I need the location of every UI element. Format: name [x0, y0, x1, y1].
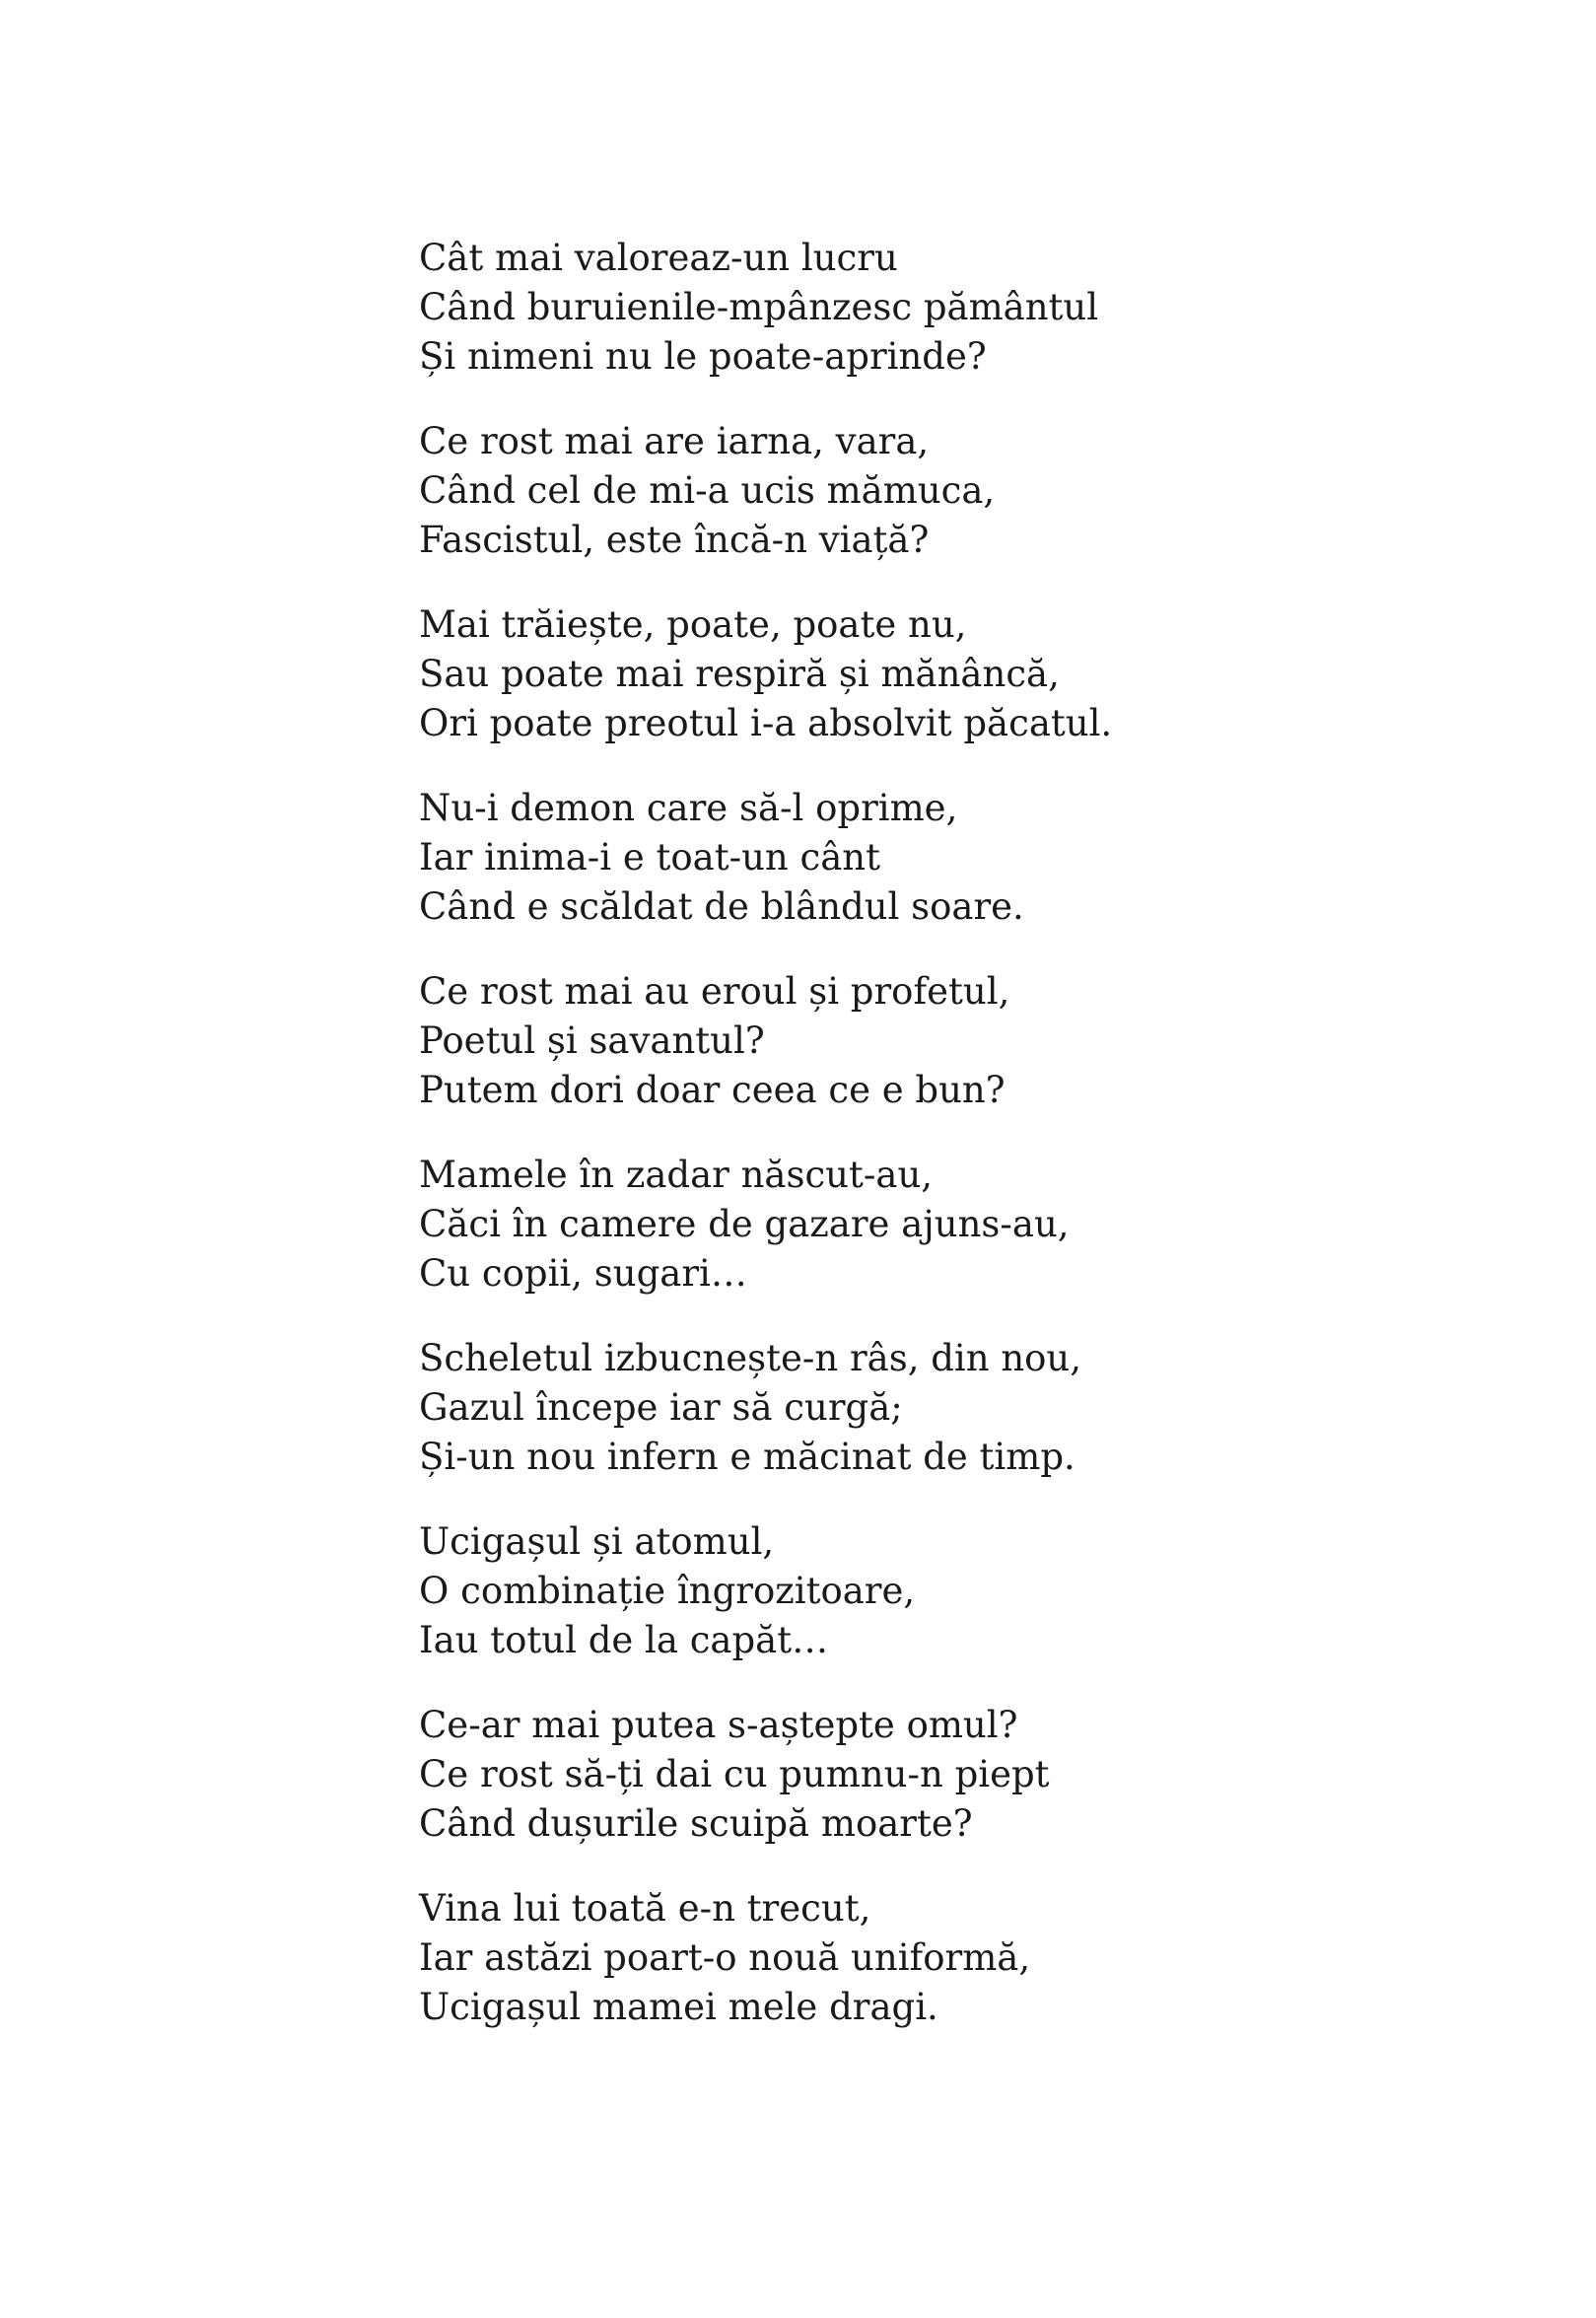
poem-line: Nu-i demon care să-l oprime, — [419, 787, 958, 829]
poem-line: Ucigașul și atomul, — [419, 1520, 775, 1563]
poem-line: Cu copii, sugari… — [419, 1252, 747, 1295]
stanza-9 — [419, 1701, 1503, 1849]
poem — [419, 234, 1503, 2068]
poem-line: Scheletul izbucnește-n râs, din nou, — [419, 1337, 1082, 1379]
poem-line: O combinație îngrozitoare, — [419, 1570, 916, 1612]
stanza-5 — [419, 967, 1503, 1115]
poem-line: Iar astăzi poart-o nouă uniformă, — [419, 1936, 1031, 1979]
poem-line: Ce rost mai au eroul și profetul, — [419, 970, 1010, 1013]
poem-line: Sau poate mai respiră și mănâncă, — [419, 653, 1060, 695]
stanza-2 — [419, 417, 1503, 565]
stanza-4 — [419, 784, 1503, 932]
stanza-10 — [419, 1884, 1503, 2032]
poem-line: Ce rost să-ți dai cu pumnu-n piept — [419, 1753, 1050, 1795]
poem-line: Vina lui toată e-n trecut, — [419, 1887, 871, 1930]
poem-line: Mai trăiește, poate, poate nu, — [419, 603, 967, 646]
poem-line: Ce-ar mai putea s-aștepte omul? — [419, 1704, 1018, 1746]
poem-line: Căci în camere de gazare ajuns-au, — [419, 1203, 1070, 1245]
stanza-7 — [419, 1334, 1503, 1482]
poem-line: Cât mai valoreaz-un lucru — [419, 237, 898, 279]
poem-line: Când e scăldat de blândul soare. — [419, 885, 1024, 928]
poem-line: Când buruienile-mpânzesc pământul — [419, 286, 1099, 328]
poem-line: Când dușurile scuipă moarte? — [419, 1802, 973, 1845]
poem-line: Ucigașul mamei mele dragi. — [419, 1986, 938, 2028]
poem-line: Iau totul de la capăt… — [419, 1619, 829, 1661]
poem-line: Și-un nou infern e măcinat de timp. — [419, 1436, 1076, 1478]
poem-line: Iar inima-i e toat-un cânt — [419, 836, 880, 878]
poem-line: Și nimeni nu le poate-aprinde? — [419, 335, 987, 378]
poem-line: Poetul și savantul? — [419, 1019, 765, 1062]
poem-line: Când cel de mi-a ucis mămuca, — [419, 469, 996, 512]
stanza-3 — [419, 600, 1503, 748]
poem-line: Ce rost mai are iarna, vara, — [419, 420, 930, 462]
stanza-1 — [419, 234, 1503, 382]
poem-line: Fascistul, este încă-n viață? — [419, 519, 930, 561]
stanza-6 — [419, 1151, 1503, 1299]
poem-line: Mamele în zadar născut-au, — [419, 1154, 934, 1196]
poem-line: Putem dori doar ceea ce e bun? — [419, 1069, 1006, 1111]
stanza-8 — [419, 1517, 1503, 1665]
poem-line: Gazul începe iar să curgă; — [419, 1386, 903, 1429]
poem-line: Ori poate preotul i-a absolvit păcatul. — [419, 702, 1113, 744]
